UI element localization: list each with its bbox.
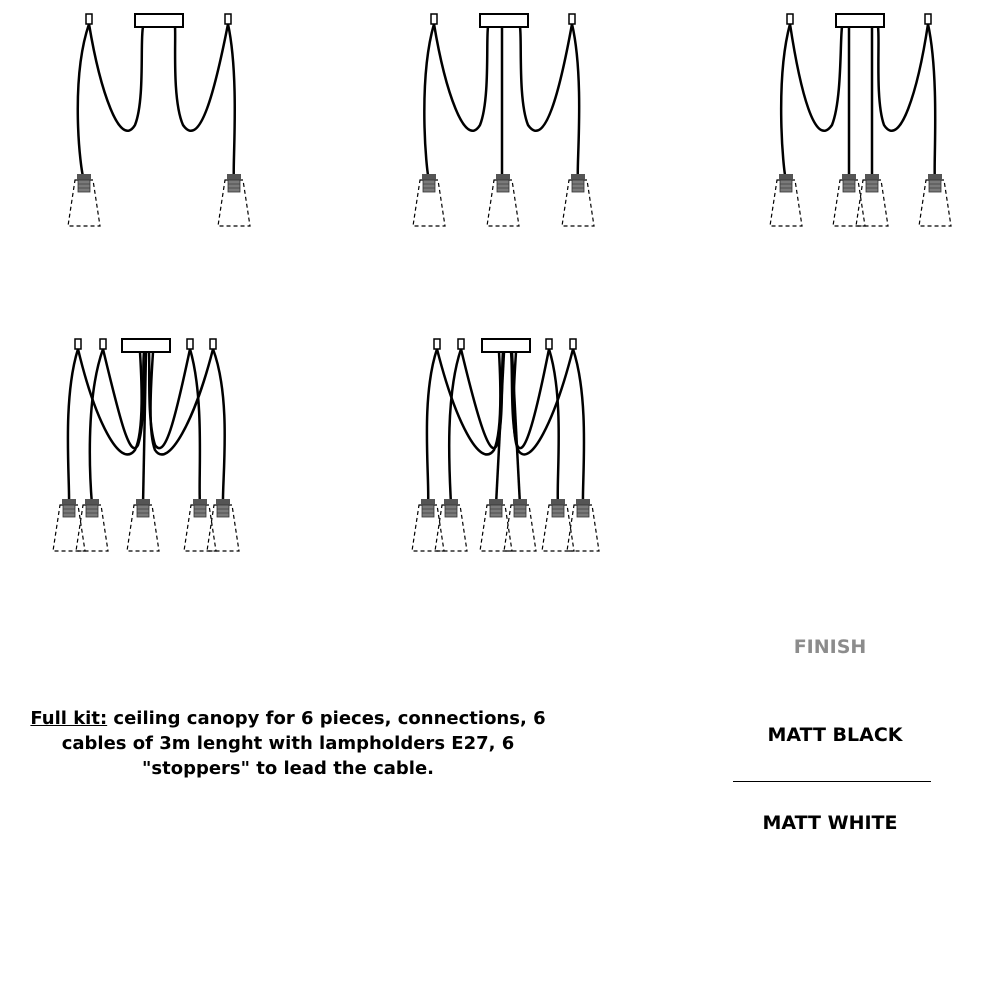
cable [520,24,572,131]
cable-stopper [75,339,81,349]
cable [175,24,228,131]
cable-stopper [546,339,552,349]
cable-stopper [925,14,931,24]
lamp-shade [480,499,512,551]
kit-text: ceiling canopy for 6 pieces, connections, 6 cables of 3m lenght with lampholders E27, 6 "stoppers" to lead the cable. [61,708,546,779]
ceiling-canopy [836,14,884,27]
finish-option-matt-white: MATT WHITE [762,812,898,834]
finish-option-matt-black: MATT BLACK [767,724,903,746]
cable-stopper [86,14,92,24]
ceiling-canopy [480,14,528,27]
cable-stopper [210,339,216,349]
cable [103,349,144,448]
cable [149,349,190,448]
cable-stopper [431,14,437,24]
lamp-shade [504,499,536,551]
cable [437,349,500,454]
cable [89,24,143,131]
kit-label: Full kit: [30,708,108,729]
cable [90,349,103,505]
configuration-4-lights [770,14,951,226]
lamp-shade [218,174,250,226]
ceiling-canopy [135,14,183,27]
cable [572,24,579,180]
configuration-6-lights [412,339,599,551]
cable [228,24,235,180]
cable [427,349,437,505]
kit-description [18,706,558,781]
cable-stopper [225,14,231,24]
cable-stopper [569,14,575,24]
cable [449,349,461,505]
cable [514,349,573,454]
finish-title: FINISH [793,636,867,658]
lamp-shade [542,499,574,551]
cable [68,349,78,505]
cable [549,349,559,505]
configuration-2-lights [68,14,250,226]
cable-stopper [458,339,464,349]
cable [424,24,434,180]
cable [78,24,89,180]
cable [78,349,142,454]
cable [781,24,790,180]
lamp-shade [562,174,594,226]
cable-stopper [187,339,193,349]
cable-stopper [100,339,106,349]
lamp-shade [127,499,159,551]
cable [213,349,225,505]
ceiling-canopy [482,339,530,352]
cable [878,24,928,131]
cable [151,349,213,454]
cable-stopper [787,14,793,24]
lamp-shade [919,174,951,226]
lamp-shade [68,174,100,226]
configuration-3-lights [413,14,594,226]
cable-stopper [434,339,440,349]
lamp-shade [413,174,445,226]
cable [928,24,935,180]
ceiling-canopy [122,339,170,352]
configuration-5-lights [53,339,239,551]
lamp-shade [567,499,599,551]
cable [790,24,842,131]
finish-divider [733,781,931,782]
cable-stopper [570,339,576,349]
lamp-shade [487,174,519,226]
cable [573,349,584,505]
cable [190,349,200,505]
lamp-shade [770,174,802,226]
cable [434,24,488,131]
